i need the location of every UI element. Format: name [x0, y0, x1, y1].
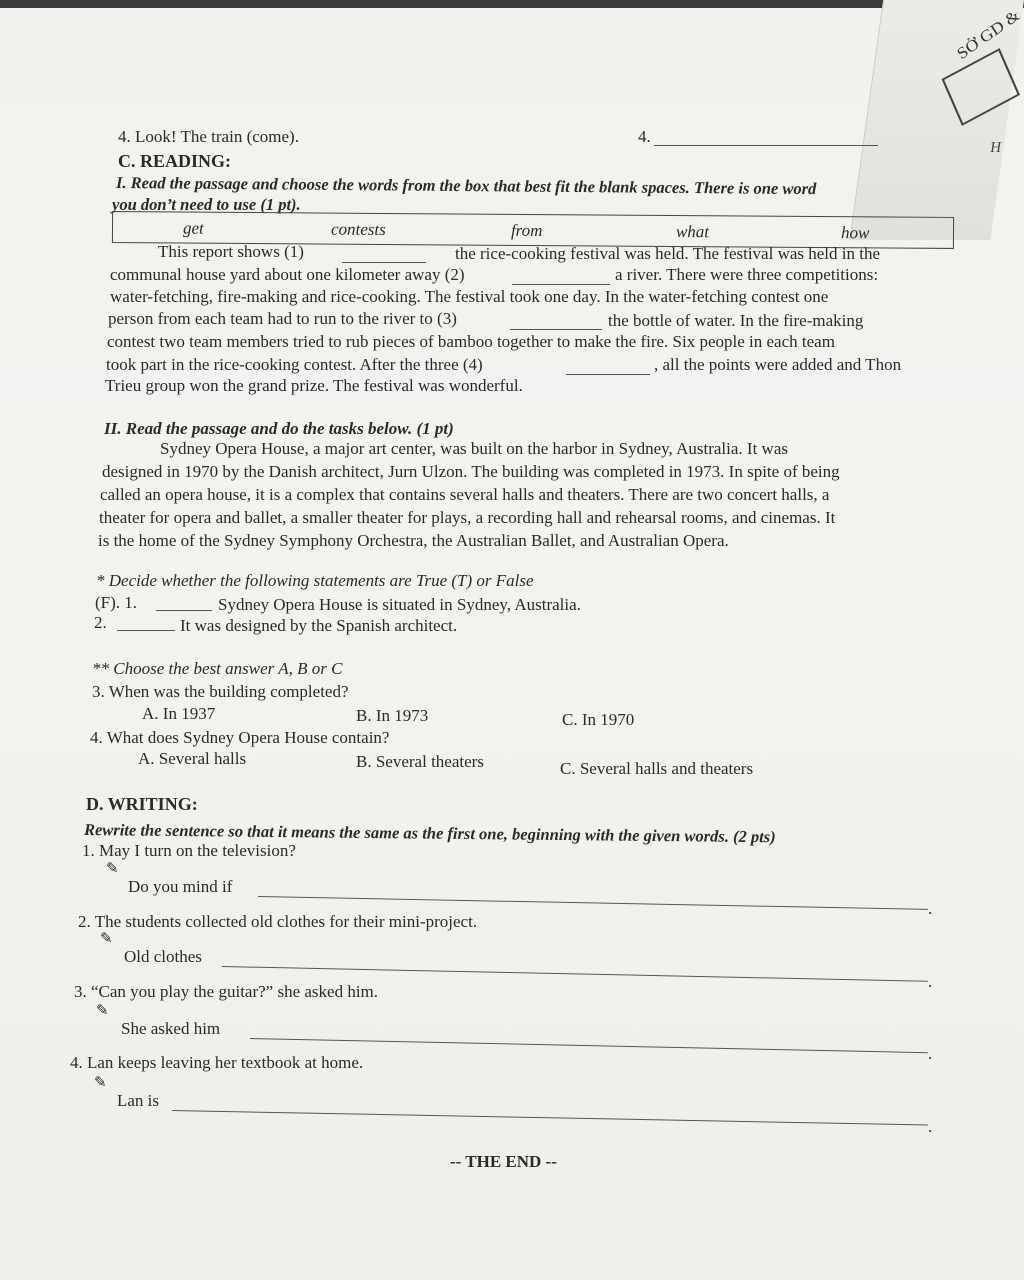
word-4: what — [675, 221, 710, 242]
p1-line-6a: took part in the rice-cooking contest. After the three (4) — [106, 355, 483, 374]
question-4: 4. Look! The train (come). — [118, 127, 299, 146]
p2-line-2: designed in 1970 by the Danish architect, Jurn Ulzon. The building was completed in 1973. In spite of being — [102, 462, 840, 481]
word-1: get — [182, 218, 204, 238]
blank-4[interactable] — [566, 374, 650, 375]
blank-1[interactable] — [342, 262, 426, 263]
q3-option-a[interactable]: A. In 1937 — [142, 704, 216, 723]
q3-option-c[interactable]: C. In 1970 — [562, 710, 635, 729]
answer-line-2[interactable] — [222, 966, 928, 982]
end-dot: . — [928, 1044, 933, 1063]
side-header-text: SỞ GD & — [953, 6, 1023, 63]
p1-line-7: Trieu group won the grand prize. The festival was wonderful. — [105, 376, 523, 395]
side-letter: H — [989, 140, 1003, 156]
tf-blank-1[interactable] — [156, 610, 212, 611]
writing-q2: 2. The students collected old clothes for their mini-project. — [78, 912, 478, 931]
pen-icon: ✎ — [100, 931, 113, 947]
end-dot: . — [928, 1117, 933, 1136]
reading-title: C. READING: — [118, 151, 232, 171]
writing-q1: 1. May I turn on the television? — [82, 841, 296, 860]
part1-instruction: I. Read the passage and choose the words from the box that best fit the blank spaces. There is one word — [115, 173, 817, 199]
q4-option-a[interactable]: A. Several halls — [138, 749, 247, 768]
q4-option-c[interactable]: C. Several halls and theaters — [560, 759, 754, 778]
writing-start-2: Old clothes — [124, 947, 202, 966]
pen-icon: ✎ — [106, 861, 119, 877]
blank-3[interactable] — [510, 329, 602, 330]
word-2: contests — [330, 219, 386, 239]
top-dark-strip — [0, 0, 1024, 8]
p1-line-3: water-fetching, fire-making and rice-cooking. The festival took one day. In the water-fetching contest one — [110, 287, 829, 306]
writing-start-3: She asked him — [121, 1019, 221, 1038]
tf-statement-2: It was designed by the Spanish architect. — [180, 616, 458, 635]
word-3: from — [510, 220, 543, 241]
p1-line-4b: the bottle of water. In the fire-making — [608, 311, 864, 330]
side-box — [942, 48, 1020, 126]
tf-instruction: * Decide whether the following statements are True (T) or False — [96, 571, 534, 590]
writing-q3: 3. “Can you play the guitar?” she asked him. — [74, 982, 379, 1001]
q3-option-b[interactable]: B. In 1973 — [356, 706, 429, 725]
p1-line-1a: This report shows (1) — [158, 242, 304, 261]
mc-instruction: ** Choose the best answer A, B or C — [92, 659, 343, 678]
p1-line-4a: person from each team had to run to the river to (3) — [108, 309, 457, 328]
q4-option-b[interactable]: B. Several theaters — [356, 752, 484, 771]
writing-start-1: Do you mind if — [128, 877, 233, 896]
word-5: how — [840, 223, 870, 243]
p2-line-3: called an opera house, it is a complex that contains several halls and theaters. There are two concert halls, a — [100, 485, 830, 504]
writing-start-4: Lan is — [117, 1091, 160, 1110]
part1-instruction-2: you don’t need to use (1 pt). — [112, 195, 301, 214]
writing-q4: 4. Lan keeps leaving her textbook at home. — [70, 1053, 364, 1072]
tf-statement-1: Sydney Opera House is situated in Sydney, Australia. — [218, 595, 581, 614]
p1-line-2a: communal house yard about one kilometer away (2) — [110, 265, 465, 284]
p2-line-4: theater for opera and ballet, a smaller theater for plays, a recording hall and rehearsal rooms, and cinemas. It — [99, 508, 836, 527]
answer-line-3[interactable] — [250, 1038, 928, 1053]
answer-line-1[interactable] — [258, 896, 928, 910]
p1-line-2b: a river. There were three competitions: — [615, 265, 879, 284]
mc-question-4: 4. What does Sydney Opera House contain? — [90, 728, 390, 747]
the-end: -- THE END -- — [450, 1152, 557, 1171]
mc-question-3: 3. When was the building completed? — [92, 682, 349, 701]
part2-instruction: II. Read the passage and do the tasks below. (1 pt) — [104, 419, 454, 438]
answer-4-line[interactable] — [654, 145, 878, 146]
p1-line-1b: the rice-cooking festival was held. The festival was held in the — [455, 244, 881, 263]
answer-line-4[interactable] — [172, 1110, 928, 1126]
tf-blank-2[interactable] — [117, 630, 175, 631]
pen-icon: ✎ — [96, 1003, 109, 1019]
tf-prefix: (F). 1. — [95, 593, 138, 612]
side-sheet — [849, 0, 1024, 240]
writing-title: D. WRITING: — [86, 794, 198, 814]
p1-line-5: contest two team members tried to rub pieces of bamboo together to make the fire. Six people in each team — [107, 332, 835, 351]
pen-icon: ✎ — [94, 1075, 107, 1091]
p2-line-1: Sydney Opera House, a major art center, was built on the harbor in Sydney, Australia. It was — [160, 439, 788, 458]
tf-num-2: 2. — [94, 613, 107, 632]
end-dot: . — [928, 972, 933, 991]
p2-line-5: is the home of the Sydney Symphony Orchestra, the Australian Ballet, and Australian Opera. — [98, 531, 729, 550]
writing-instruction: Rewrite the sentence so that it means the same as the first one, beginning with the given words. (2 pts) — [83, 820, 776, 847]
blank-2[interactable] — [512, 284, 610, 285]
p1-line-6b: , all the points were added and Thon — [654, 355, 902, 374]
answer-4-label: 4. — [638, 127, 651, 146]
end-dot: . — [928, 899, 933, 918]
